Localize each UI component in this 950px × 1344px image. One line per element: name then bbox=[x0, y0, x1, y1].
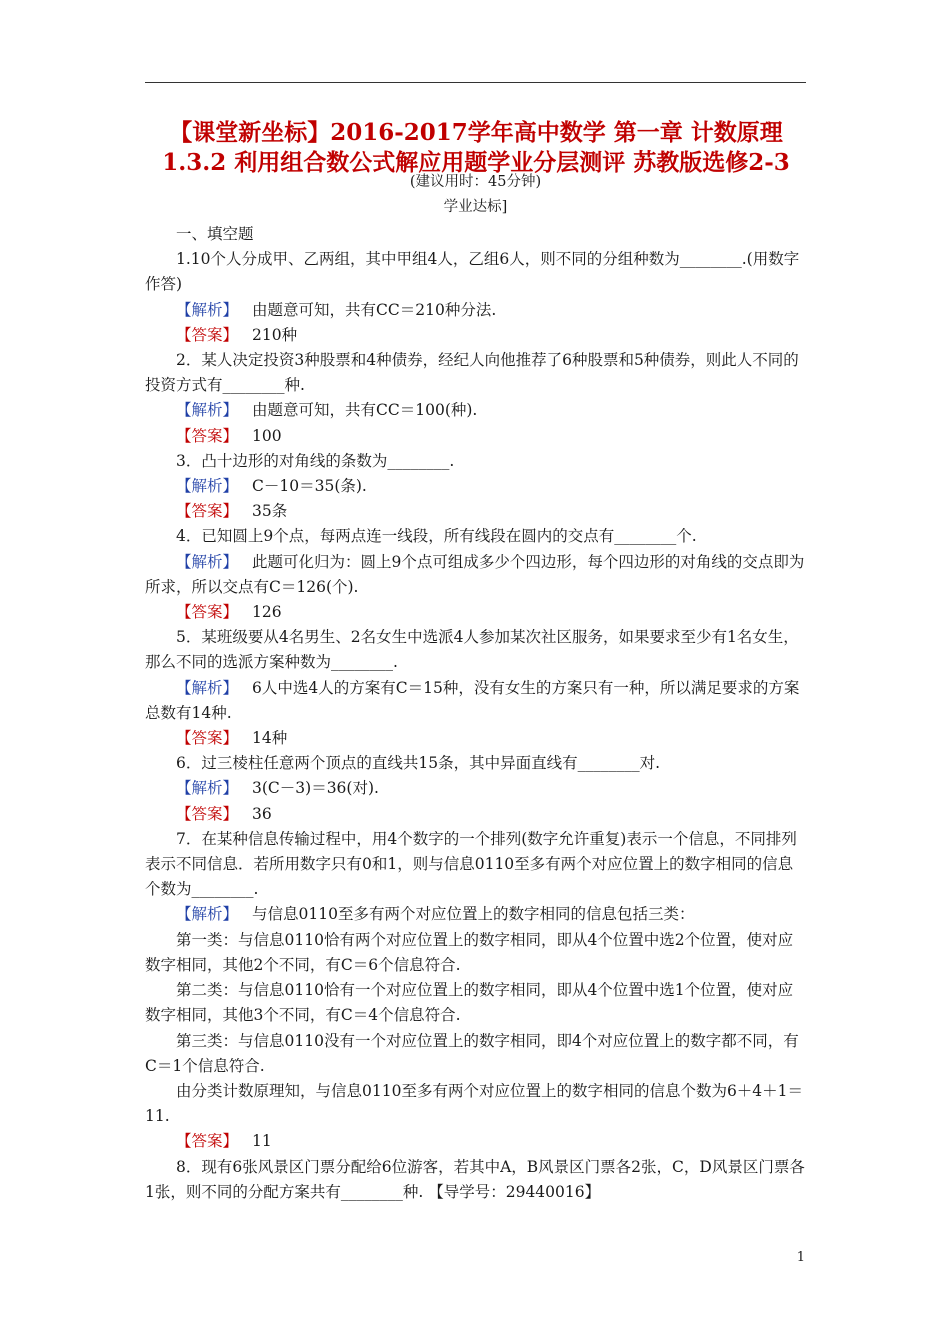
analysis-text: 此题可化归为：圆上9个点可组成多少个四边形，每个四边形的对角线的交点即为所求，所以交点有C＝126(个). bbox=[145, 552, 805, 596]
question-8: 8．现有6张风景区门票分配给6位游客，若其中A，B风景区门票各2张，C，D风景区门票各1张，则不同的分配方案共有________种. 【导学号：29440016】 bbox=[145, 1157, 805, 1201]
analysis-label: 【解析】 bbox=[176, 678, 239, 697]
summary-7: 由分类计数原理知，与信息0110至多有两个对应位置上的数字相同的信息个数为6＋4＋1＝11. bbox=[145, 1081, 804, 1126]
answer-2 bbox=[145, 424, 807, 449]
analysis-text: 由题意可知，共有CC＝210种分法. bbox=[252, 300, 497, 319]
analysis-text: 6人中选4人的方案有C＝15种，没有女生的方案只有一种，所以满足要求的方案总数有14种. bbox=[145, 678, 800, 722]
part-heading: 一、填空题 bbox=[176, 225, 254, 243]
question-2: 2．某人决定投资3种股票和4种债券，经纪人向他推荐了6种股票和5种债券，则此人不同的投资方式有________种. bbox=[145, 351, 799, 395]
answer-label: 【答案】 bbox=[176, 325, 239, 344]
answer-text: 35条 bbox=[252, 502, 288, 521]
analysis-6 bbox=[145, 776, 807, 801]
analysis-1 bbox=[145, 298, 807, 323]
answer-label: 【答案】 bbox=[176, 1132, 239, 1151]
case-1: 第一类：与信息0110恰有两个对应位置上的数字相同，即从4个位置中选2个位置，使对应数字相同，其他2个不同，有C＝6个信息符合. bbox=[145, 930, 794, 974]
case-3: 第三类：与信息0110没有一个对应位置上的数字相同，即4个对应位置上的数字都不同，有C＝1个信息符合. bbox=[145, 1031, 799, 1075]
document-body bbox=[145, 222, 807, 1205]
question-1: 1.10个人分成甲、乙两组，其中甲组4人，乙组6人，则不同的分组种数为________.(用数字作答) bbox=[145, 250, 800, 294]
answer-label: 【答案】 bbox=[176, 502, 239, 521]
case-2: 第二类：与信息0110恰有一个对应位置上的数字相同，即从4个位置中选1个位置，使对应数字相同，其他3个不同，有C＝4个信息符合. bbox=[145, 981, 794, 1025]
analysis-label: 【解析】 bbox=[176, 779, 239, 798]
analysis-label: 【解析】 bbox=[176, 401, 239, 420]
answer-text: 36 bbox=[252, 804, 272, 823]
analysis-3 bbox=[145, 474, 807, 499]
analysis-5 bbox=[145, 676, 807, 726]
answer-3 bbox=[145, 499, 807, 524]
question-3: 3．凸十边形的对角线的条数为________. bbox=[176, 451, 455, 470]
section-heading: 学业达标] bbox=[443, 199, 508, 215]
analysis-4 bbox=[145, 550, 807, 600]
answer-label: 【答案】 bbox=[176, 603, 239, 622]
analysis-text: 由题意可知，共有CC＝100(种). bbox=[252, 401, 478, 420]
question-6: 6．过三棱柱任意两个顶点的直线共15条，其中异面直线有________对. bbox=[176, 754, 661, 773]
analysis-text: 与信息0110至多有两个对应位置上的数字相同的信息包括三类： bbox=[252, 905, 695, 924]
answer-label: 【答案】 bbox=[176, 729, 239, 748]
answer-7 bbox=[145, 1129, 807, 1154]
page-number: 1 bbox=[796, 1250, 805, 1265]
analysis-label: 【解析】 bbox=[176, 477, 239, 496]
answer-1 bbox=[145, 323, 807, 348]
analysis-label: 【解析】 bbox=[176, 905, 239, 924]
answer-text: 100 bbox=[252, 426, 282, 445]
header-rule bbox=[145, 82, 806, 83]
analysis-label: 【解析】 bbox=[176, 552, 239, 571]
document-title: 【课堂新坐标】2016-2017学年高中数学 第一章 计数原理 1.3.2 利用组合数公式解应用题学业分层测评 苏教版选修2-3 bbox=[162, 119, 790, 176]
question-4: 4．已知圆上9个点，每两点连一线段，所有线段在圆内的交点有________个. bbox=[176, 527, 697, 546]
analysis-2 bbox=[145, 398, 807, 423]
answer-text: 210种 bbox=[252, 325, 298, 344]
answer-6 bbox=[145, 802, 807, 827]
analysis-label: 【解析】 bbox=[176, 300, 239, 319]
analysis-text: 3(C－3)＝36(对). bbox=[252, 779, 379, 798]
answer-text: 14种 bbox=[252, 729, 288, 748]
question-5: 5．某班级要从4名男生、2名女生中选派4人参加某次社区服务，如果要求至少有1名女生，那么不同的选派方案种数为________. bbox=[145, 628, 799, 672]
time-note: (建议用时：45分钟) bbox=[409, 174, 542, 190]
answer-label: 【答案】 bbox=[176, 804, 239, 823]
analysis-7 bbox=[145, 902, 807, 927]
answer-label: 【答案】 bbox=[176, 426, 239, 445]
answer-text: 126 bbox=[252, 603, 282, 622]
answer-5 bbox=[145, 726, 807, 751]
question-7: 7．在某种信息传输过程中，用4个数字的一个排列(数字允许重复)表示一个信息，不同排列表示不同信息．若所用数字只有0和1，则与信息0110至多有两个对应位置上的数字相同的信息个数为________. bbox=[145, 829, 797, 899]
answer-text: 11 bbox=[252, 1132, 272, 1151]
analysis-text: C－10＝35(条). bbox=[252, 477, 367, 496]
answer-4 bbox=[145, 600, 807, 625]
